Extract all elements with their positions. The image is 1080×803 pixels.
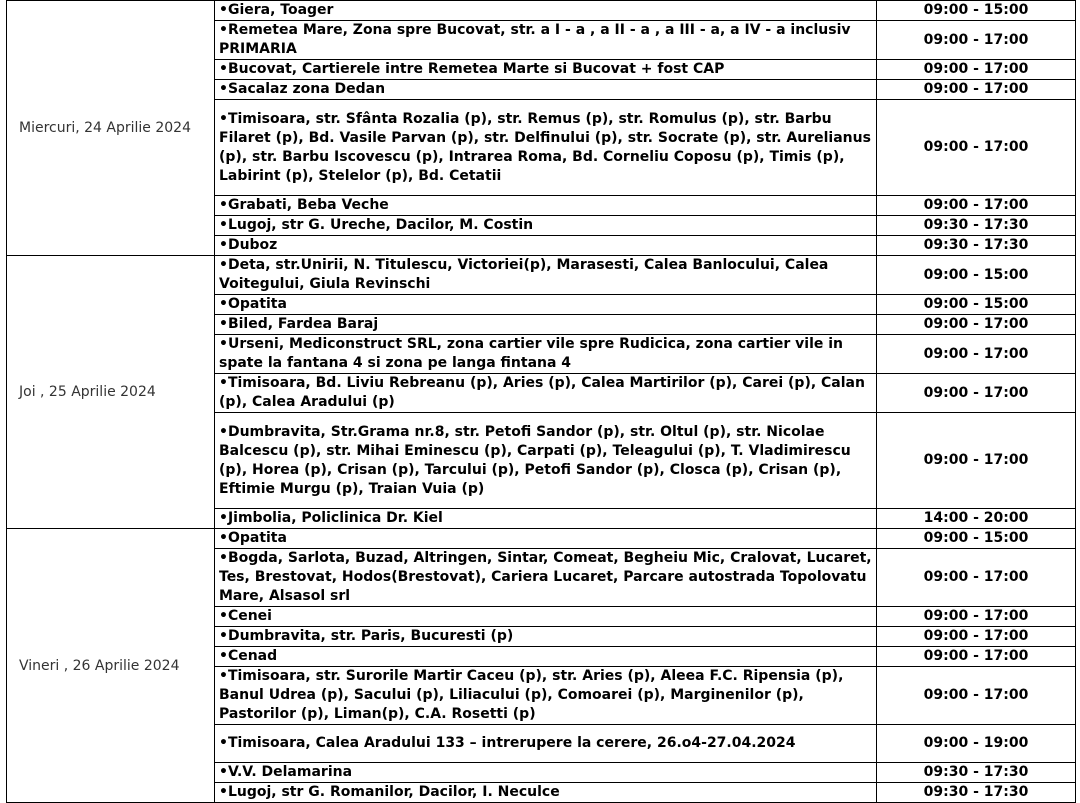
location-cell: •Lugoj, str G. Ureche, Dacilor, M. Costin [215,216,877,236]
time-cell: 09:00 - 17:00 [877,335,1076,374]
location-cell: •Opatita [215,529,877,549]
time-cell: 09:00 - 15:00 [877,529,1076,549]
time-cell: 09:00 - 17:00 [877,196,1076,216]
schedule-row [7,529,1076,549]
day-cell: Joi , 25 Aprilie 2024 [7,256,215,529]
day-cell: Miercuri, 24 Aprilie 2024 [7,1,215,256]
location-cell: •Timisoara, str. Sfânta Rozalia (p), str. Remus (p), str. Romulus (p), str. Barbu Filaret (p), Bd. Vasile Parvan (p), str. Delfinului (p), str. Socrate (p), str. Aurelianus (p), str. Barbu Iscovescu (p), Intrarea Roma, Bd. Corneliu Coposu (p), Timis (p), Labirint (p), Stelelor (p), Bd. Cetatii [215,100,877,196]
time-cell: 09:00 - 17:00 [877,627,1076,647]
time-cell: 09:30 - 17:30 [877,783,1076,803]
location-cell: •Timisoara, Calea Aradului 133 – intrerupere la cerere, 26.o4-27.04.2024 [215,725,877,763]
location-cell: •Timisoara, str. Surorile Martir Caceu (p), str. Aries (p), Aleea F.C. Ripensia (p), Banul Udrea (p), Sacului (p), Liliacului (p), Comoarei (p), Marginenilor (p), Pastorilor (p), Liman(p), C.A. Rosetti (p) [215,667,877,725]
location-cell: •Bucovat, Cartierele intre Remetea Marte si Bucovat + fost CAP [215,60,877,80]
location-cell: •V.V. Delamarina [215,763,877,783]
time-cell: 09:30 - 17:30 [877,236,1076,256]
schedule-body [7,1,1076,803]
location-cell: •Cenei [215,607,877,627]
location-cell: •Remetea Mare, Zona spre Bucovat, str. a I - a , a II - a , a III - a, a IV - a inclusiv PRIMARIA [215,21,877,60]
schedule-row [7,1,1076,21]
day-cell: Vineri , 26 Aprilie 2024 [7,529,215,803]
location-cell: •Biled, Fardea Baraj [215,315,877,335]
time-cell: 09:00 - 17:00 [877,21,1076,60]
time-cell: 09:00 - 17:00 [877,60,1076,80]
time-cell: 09:00 - 17:00 [877,100,1076,196]
time-cell: 09:30 - 17:30 [877,216,1076,236]
location-cell: •Sacalaz zona Dedan [215,80,877,100]
time-cell: 09:00 - 17:00 [877,315,1076,335]
time-cell: 09:00 - 17:00 [877,80,1076,100]
location-cell: •Lugoj, str G. Romanilor, Dacilor, I. Neculce [215,783,877,803]
location-cell: •Jimbolia, Policlinica Dr. Kiel [215,509,877,529]
schedule-row [7,256,1076,295]
location-cell: •Urseni, Mediconstruct SRL, zona cartier vile spre Rudicica, zona cartier vile in spate la fantana 4 si zona pe langa fintana 4 [215,335,877,374]
location-cell: •Deta, str.Unirii, N. Titulescu, Victoriei(p), Marasesti, Calea Banlocului, Calea Voitegului, Giula Revinschi [215,256,877,295]
location-cell: •Timisoara, Bd. Liviu Rebreanu (p), Aries (p), Calea Martirilor (p), Carei (p), Calan (p), Calea Aradului (p) [215,374,877,413]
location-cell: •Dumbravita, str. Paris, Bucuresti (p) [215,627,877,647]
time-cell: 09:00 - 15:00 [877,295,1076,315]
time-cell: 09:00 - 17:00 [877,549,1076,607]
time-cell: 14:00 - 20:00 [877,509,1076,529]
outage-schedule-table [6,0,1076,803]
time-cell: 09:00 - 19:00 [877,725,1076,763]
location-cell: •Grabati, Beba Veche [215,196,877,216]
time-cell: 09:00 - 17:00 [877,667,1076,725]
time-cell: 09:00 - 15:00 [877,1,1076,21]
time-cell: 09:00 - 15:00 [877,256,1076,295]
location-cell: •Cenad [215,647,877,667]
location-cell: •Opatita [215,295,877,315]
location-cell: •Giera, Toager [215,1,877,21]
time-cell: 09:00 - 17:00 [877,647,1076,667]
time-cell: 09:00 - 17:00 [877,607,1076,627]
location-cell: •Dumbravita, Str.Grama nr.8, str. Petofi Sandor (p), str. Oltul (p), str. Nicolae Balcescu (p), str. Mihai Eminescu (p), Carpati (p), Teleagului (p), T. Vladimirescu (p), Horea (p), Crisan (p), Tarcului (p), Petofi Sandor (p), Closca (p), Crisan (p), Eftimie Murgu (p), Traian Vuia (p) [215,413,877,509]
time-cell: 09:30 - 17:30 [877,763,1076,783]
time-cell: 09:00 - 17:00 [877,374,1076,413]
time-cell: 09:00 - 17:00 [877,413,1076,509]
location-cell: •Duboz [215,236,877,256]
location-cell: •Bogda, Sarlota, Buzad, Altringen, Sintar, Comeat, Begheiu Mic, Cralovat, Lucaret, Tes, Brestovat, Hodos(Brestovat), Cariera Lucaret, Parcare autostrada Topolovatu Mare, Alsasol srl [215,549,877,607]
